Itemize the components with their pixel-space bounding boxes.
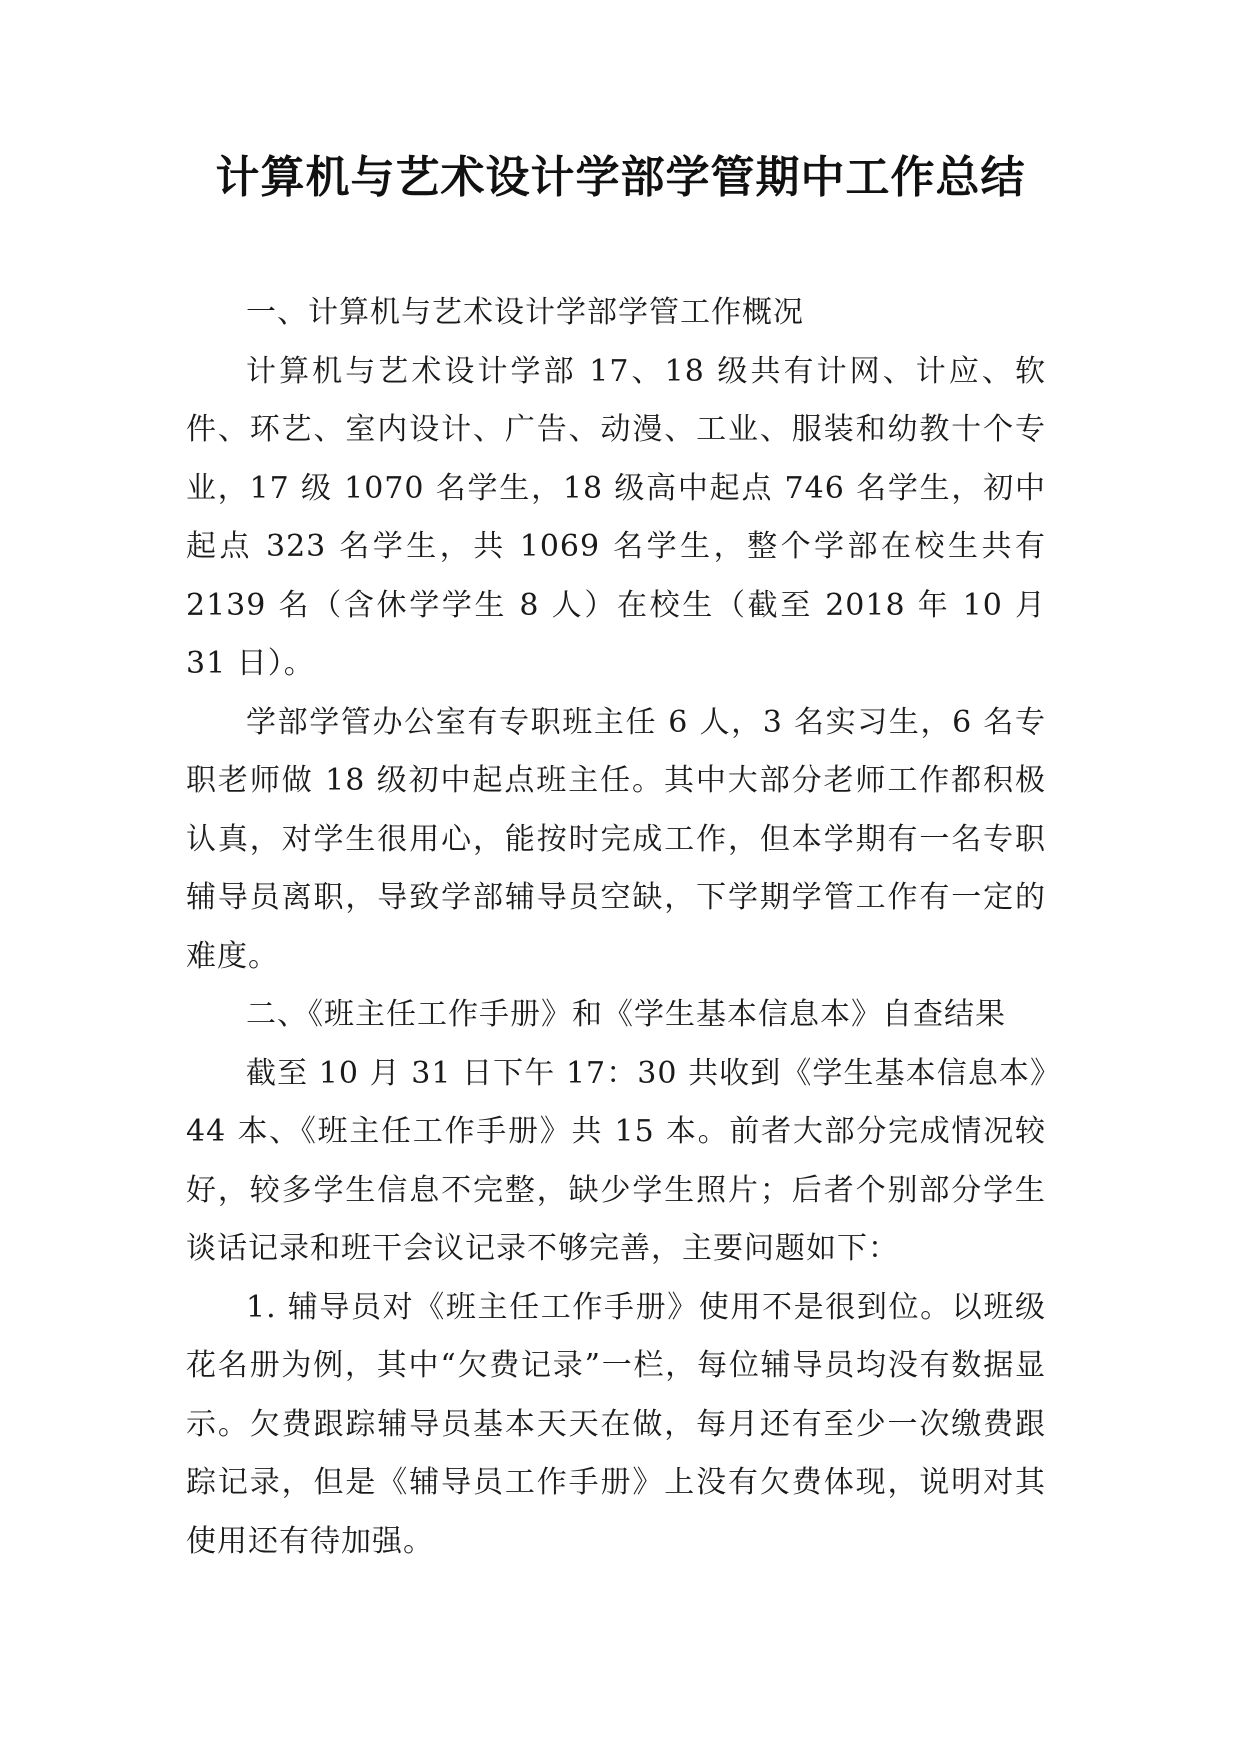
section-heading-overview: 一、计算机与艺术设计学部学管工作概况 [246,295,804,330]
paragraph-staff-overview: 学部学管办公室有专职班主任 6 人，3 名实习生，6 名专职老师做 18 级初中起点班主任。其中大部分老师工作都积极认真，对学生很用心，能按时完成工作，但本学期有一名专职辅导员离职，导致学部辅导员空缺，下学期学管工作有一定的难度。 [186,704,1046,974]
paragraph-self-check-results: 截至 10 月 31 日下午 17：30 共收到《学生基本信息本》44 本、《班主任工作手册》共 15 本。前者大部分完成情况较好，较多学生信息不完整，缺少学生照片；后者个别部分学生谈话记录和班干会议记录不够完善，主要问题如下： [186,1055,1046,1266]
document-body [186,284,1046,1571]
paragraph-student-statistics: 计算机与艺术设计学部 17、18 级共有计网、计应、软件、环艺、室内设计、广告、动漫、工业、服装和幼教十个专业，17 级 1070 名学生，18 级高中起点 746 名学生，初中起点 323 名学生，共 1069 名学生，整个学部在校生共有 2139 名（含休学学生 8 人）在校生（截至 2018 年 10 月 31 日）。 [186,353,1046,681]
section-heading-self-check: 二、《班主任工作手册》和《学生基本信息本》自查结果 [246,997,1006,1032]
paragraph-issue-1: 1. 辅导员对《班主任工作手册》使用不是很到位。以班级花名册为例，其中“欠费记录”一栏，每位辅导员均没有数据显示。欠费跟踪辅导员基本天天在做，每月还有至少一次缴费跟踪记录，但是《辅导员工作手册》上没有欠费体现，说明对其使用还有待加强。 [186,1289,1046,1559]
document-title: 计算机与艺术设计学部学管期中工作总结 [215,152,1026,203]
